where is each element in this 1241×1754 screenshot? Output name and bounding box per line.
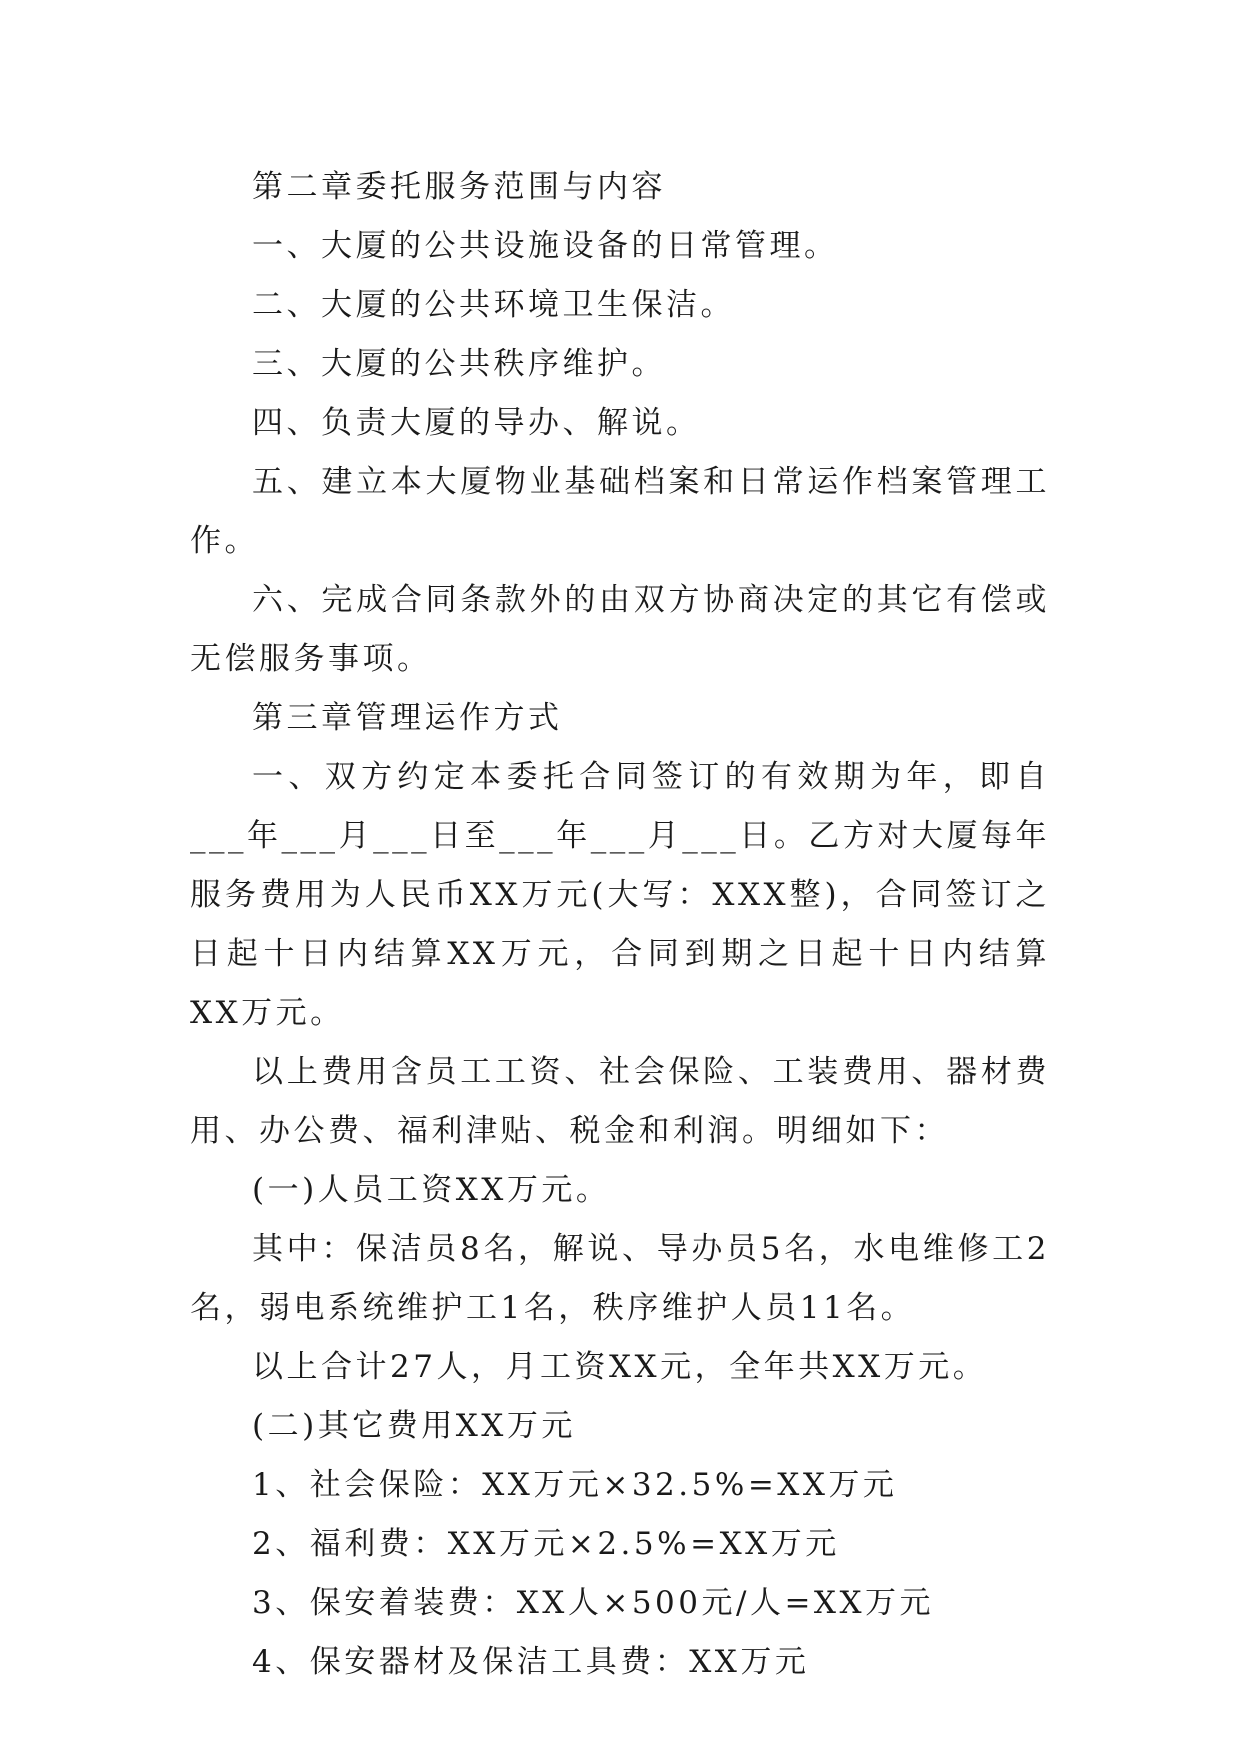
document-body [190,158,1050,1692]
staff-breakdown-paragraph: 其中：保洁员8名，解说、导办员5名，水电维修工2名，弱电系统维护工1名，秩序维护人员11名。 [190,1231,1050,1326]
staff-total-paragraph: 以上合计27人，月工资XX元，全年共XX万元。 [252,1349,988,1385]
fee-item-2: 2、福利费：XX万元×2.5%=XX万元 [252,1526,840,1562]
service-item-3: 三、大厦的公共秩序维护。 [252,346,666,382]
service-item-2: 二、大厦的公共环境卫生保洁。 [252,287,735,323]
service-item-4: 四、负责大厦的导办、解说。 [252,405,701,441]
fee-item-3: 3、保安着装费：XX人×500元/人=XX万元 [252,1585,935,1621]
other-fees-heading: (二)其它费用XX万元 [252,1408,576,1444]
service-item-6: 六、完成合同条款外的由双方协商决定的其它有偿或无偿服务事项。 [190,582,1050,677]
fee-composition-paragraph: 以上费用含员工工资、社会保险、工装费用、器材费用、办公费、福利津贴、税金和利润。明细如下： [190,1054,1050,1149]
salary-heading: (一)人员工资XX万元。 [252,1172,611,1208]
term-and-fee-paragraph: 一、双方约定本委托合同签订的有效期为年，即自___年___月___日至___年___月___日。乙方对大厦每年服务费用为人民币XX万元(大写：XXX整)，合同签订之日起十日内结算XX万元，合同到期之日起十日内结算XX万元。 [190,759,1050,1031]
service-item-1: 一、大厦的公共设施设备的日常管理。 [252,228,839,264]
fee-item-4: 4、保安器材及保洁工具费：XX万元 [252,1644,810,1680]
service-item-5: 五、建立本大厦物业基础档案和日常运作档案管理工作。 [190,464,1050,559]
chapter-2-heading: 第二章委托服务范围与内容 [252,169,666,205]
chapter-3-heading: 第三章管理运作方式 [252,700,563,736]
fee-item-1: 1、社会保险：XX万元×32.5%=XX万元 [252,1467,898,1503]
